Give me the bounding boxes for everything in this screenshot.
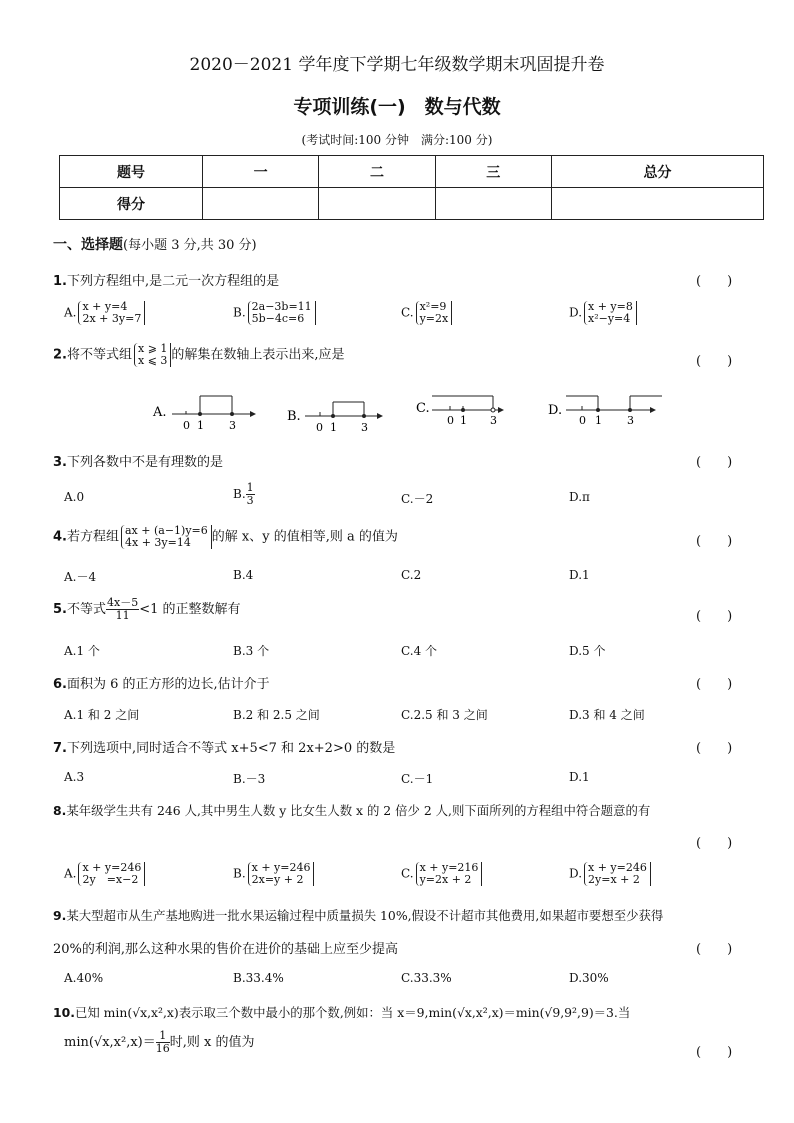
- option-c[interactable]: C.33.3%: [401, 971, 452, 985]
- table-cell: 题号: [60, 156, 203, 188]
- answer-paren[interactable]: ( ): [696, 677, 733, 692]
- table-row: [60, 156, 764, 188]
- answer-paren[interactable]: ( ): [696, 455, 733, 470]
- question-6: 6.面积为 6 的正方形的边长,估计介于: [53, 677, 270, 692]
- option-c[interactable]: C. x²=9 y=2x: [401, 301, 452, 325]
- option-c[interactable]: C. x + y=216 y=2x + 2: [401, 862, 482, 886]
- answer-paren[interactable]: ( ): [696, 942, 733, 957]
- option-d[interactable]: D.1: [569, 568, 590, 582]
- option-c[interactable]: [416, 396, 504, 427]
- svg-text:0: 0: [579, 414, 586, 427]
- table-cell: 二: [319, 156, 435, 188]
- svg-text:3: 3: [627, 414, 634, 427]
- question-8: 8.某年级学生共有 246 人,其中男生人数 y 比女生人数 x 的 2 倍少 2 人,则下面所列的方程组中符合题意的有: [53, 803, 651, 818]
- question-10: 10.已知 min(√x,x²,x)表示取三个数中最小的那个数,例如：当 x＝9,min(√x,x²,x)＝min(√9,9²,9)＝3.当: [53, 1005, 631, 1020]
- answer-paren[interactable]: ( ): [696, 741, 733, 756]
- option-b[interactable]: B.33.4%: [233, 971, 284, 985]
- svg-text:3: 3: [361, 421, 368, 434]
- option-c[interactable]: C.－2: [401, 492, 434, 506]
- svg-text:1: 1: [197, 419, 204, 432]
- option-d[interactable]: D.1: [569, 770, 590, 784]
- option-b[interactable]: B.3 个: [233, 644, 270, 658]
- answer-paren[interactable]: ( ): [696, 534, 733, 549]
- option-b[interactable]: B. $\frac{1}{3}$: [233, 481, 254, 507]
- svg-text:D.: D.: [548, 403, 563, 418]
- question-4: 4.若方程组 ax + (a−1)y=6 4x + 3y=14 的解 x、y 的值相等,则 a 的值为: [53, 524, 398, 549]
- option-a[interactable]: A. x + y=4 2x + 3y=7: [64, 301, 145, 325]
- question-1: 1.下列方程组中,是二元一次方程组的是: [53, 274, 280, 289]
- answer-paren[interactable]: ( ): [696, 354, 733, 369]
- svg-text:C.: C.: [416, 401, 430, 416]
- question-9-line2: 20%的利润,那么这种水果的售价在进价的基础上应至少提高: [53, 942, 399, 957]
- option-b[interactable]: [287, 402, 383, 434]
- svg-text:1: 1: [330, 421, 337, 434]
- option-b[interactable]: B. 2a−3b=11 5b−4c=6: [233, 301, 316, 325]
- score-input-cell[interactable]: [551, 188, 763, 220]
- svg-text:A.: A.: [153, 405, 167, 420]
- question-10-line2: min(√x,x²,x)＝ $\frac{1}{16}$ 时,则 x 的值为: [64, 1029, 255, 1055]
- table-cell: 总分: [551, 156, 763, 188]
- option-b[interactable]: B. x + y=246 2x=y + 2: [233, 862, 314, 886]
- option-a[interactable]: A.3: [64, 770, 85, 784]
- svg-text:1: 1: [595, 414, 602, 427]
- option-a[interactable]: A.－4: [64, 570, 97, 584]
- table-cell: 得分: [60, 188, 203, 220]
- score-input-cell[interactable]: [435, 188, 551, 220]
- question-5: 5.不等式 $\frac{4x-5}{11}$ <1 的正整数解有: [53, 596, 241, 622]
- option-a[interactable]: A.40%: [64, 971, 104, 985]
- svg-text:0: 0: [316, 421, 323, 434]
- option-d[interactable]: D.5 个: [569, 644, 606, 658]
- option-d[interactable]: D. x + y=8 x²−y=4: [569, 301, 637, 325]
- option-c[interactable]: C.2.5 和 3 之间: [401, 708, 488, 722]
- score-input-cell[interactable]: [319, 188, 435, 220]
- question-2: 2.将不等式组 x ⩾ 1 x ⩽ 3 的解集在数轴上表示出来,应是: [53, 342, 345, 367]
- option-c[interactable]: C.－1: [401, 772, 434, 786]
- option-a[interactable]: [152, 396, 256, 432]
- table-row: [60, 188, 764, 220]
- svg-text:B.: B.: [287, 409, 301, 424]
- answer-paren[interactable]: ( ): [696, 836, 733, 851]
- option-b[interactable]: B.－3: [233, 772, 266, 786]
- svg-text:0: 0: [447, 414, 454, 427]
- option-d[interactable]: D. x + y=246 2y=x + 2: [569, 862, 651, 886]
- number-line-options: [150, 390, 670, 435]
- option-d[interactable]: D.3 和 4 之间: [569, 708, 645, 722]
- svg-text:3: 3: [490, 414, 497, 427]
- answer-paren[interactable]: ( ): [696, 274, 733, 289]
- score-input-cell[interactable]: [203, 188, 319, 220]
- question-7: 7.下列选项中,同时适合不等式 x+5<7 和 2x+2>0 的数是: [53, 741, 396, 756]
- exam-subtitle: 专项训练(一) 数与代数: [293, 96, 501, 118]
- option-b[interactable]: B.2 和 2.5 之间: [233, 708, 320, 722]
- option-b[interactable]: B.4: [233, 568, 254, 582]
- option-a[interactable]: A.1 和 2 之间: [64, 708, 140, 722]
- option-d[interactable]: [548, 396, 662, 427]
- option-a[interactable]: A.0: [64, 490, 85, 504]
- option-d[interactable]: D.30%: [569, 971, 609, 985]
- option-c[interactable]: C.4 个: [401, 644, 438, 658]
- option-a[interactable]: A. x + y=246 2y =x−2: [64, 862, 145, 886]
- exam-info: (考试时间:100 分钟 满分:100 分): [301, 133, 493, 147]
- answer-paren[interactable]: ( ): [696, 1045, 733, 1060]
- question-9: 9.某大型超市从生产基地购进一批水果运输过程中质量损失 10%,假设不计超市其他费用,如果超市要想至少获得: [53, 908, 664, 923]
- answer-paren[interactable]: ( ): [696, 609, 733, 624]
- svg-text:3: 3: [229, 419, 236, 432]
- exam-title: 2020－2021 学年度下学期七年级数学期末巩固提升卷: [189, 55, 605, 75]
- section-heading: 一、选择题(每小题 3 分,共 30 分): [53, 237, 257, 253]
- option-c[interactable]: C.2: [401, 568, 422, 582]
- svg-text:0: 0: [183, 419, 190, 432]
- option-d[interactable]: D.π: [569, 490, 590, 504]
- svg-text:1: 1: [460, 414, 467, 427]
- score-table: [59, 155, 764, 220]
- table-cell: 一: [203, 156, 319, 188]
- question-3: 3.下列各数中不是有理数的是: [53, 455, 223, 470]
- table-cell: 三: [435, 156, 551, 188]
- option-a[interactable]: A.1 个: [64, 644, 100, 658]
